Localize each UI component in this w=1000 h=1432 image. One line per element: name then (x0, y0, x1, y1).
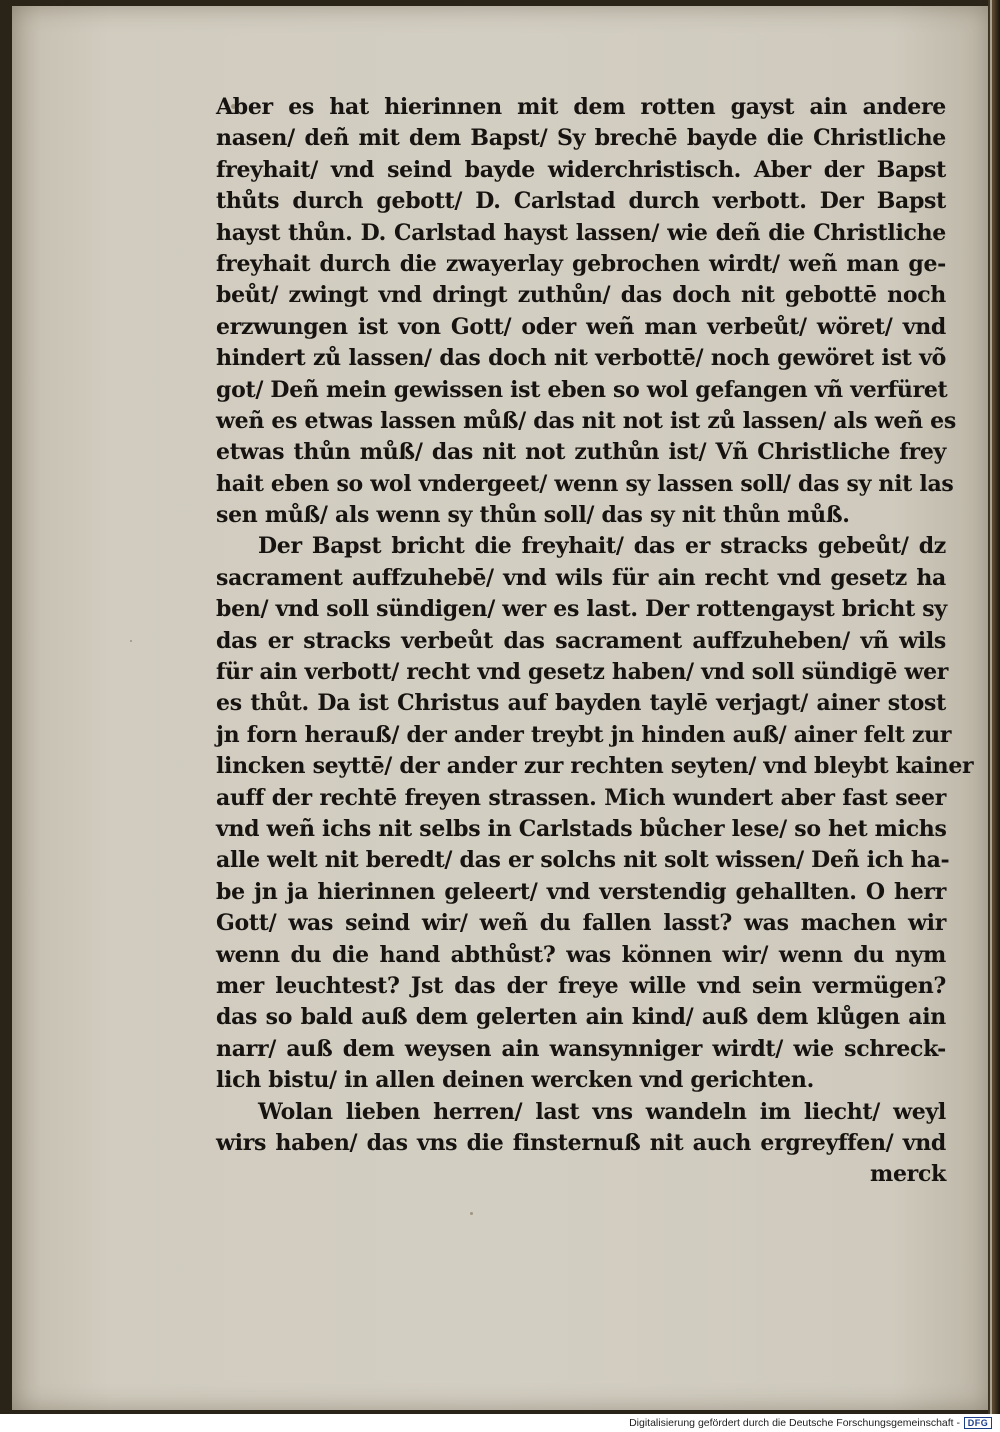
dfg-logo: DFG (964, 1417, 992, 1429)
text-line: Gott/ was seind wir/ weñ du fallen lasst? was machen wir (216, 910, 946, 937)
text-line: hindert zů lassen/ das doch nit verbottē/ noch gewöret ist võ (216, 345, 946, 372)
text-line: lincken seyttē/ der ander zur rechten seyten/ vnd bleybt kainer (216, 753, 974, 780)
text-line: es thůt. Da ist Christus auf bayden taylē verjagt/ ainer stost (216, 690, 946, 717)
text-line: ben/ vnd soll sündigen/ wer es last. Der rottengayst bricht sy (216, 596, 947, 623)
text-line: erzwungen ist von Gott/ oder weñ man verbeůt/ wöret/ vnd (216, 313, 946, 340)
text-line: Aber es hat hierinnen mit dem rotten gayst ain andere (216, 94, 946, 120)
text-line: Der Bapst bricht die freyhait/ das er stracks gebeůt/ dz (258, 533, 946, 560)
text-line: thůts durch gebott/ D. Carlstad durch verbott. Der Bapst (216, 188, 946, 215)
text-line: be jn ja hierinnen geleert/ vnd verstendig gehallten. O herr (216, 878, 946, 905)
text-line: wirs haben/ das vns die finsternuß nit auch ergreyffen/ vnd (216, 1129, 946, 1156)
funding-credit: Digitalisierung gefördert durch die Deutsche Forschungsgemeinschaft - (629, 1417, 960, 1429)
text-line: freyhait/ vnd seind bayde widerchristisch. Aber der Bapst (216, 156, 946, 183)
text-line: jn forn herauß/ der ander treybt jn hinden auß/ ainer felt zur (216, 721, 952, 748)
text-line: sen můß/ als wenn sy thůn soll/ das sy nit thůn můß. (216, 502, 850, 529)
text-line: beůt/ zwingt vnd dringt zuthůn/ das doch nit gebottē noch (216, 282, 946, 309)
text-line: für ain verbott/ recht vnd gesetz haben/ vnd soll sündigē wer (216, 659, 949, 686)
text-line: etwas thůn můß/ das nit not zuthůn ist/ Vñ Christliche frey (216, 439, 946, 466)
text-line: hait eben so wol vndergeet/ wenn sy lassen soll/ das sy nit las (216, 470, 954, 497)
text-line: freyhait durch die zwayerlay gebrochen wirdt/ weñ man ge- (216, 250, 946, 277)
text-line: das so bald auß dem gelerten ain kind/ auß dem klůgen ain (216, 1004, 946, 1031)
text-line: Wolan lieben herren/ last vns wandeln im liecht/ weyl (258, 1098, 946, 1125)
text-line: nasen/ deñ mit dem Bapst/ Sy brechē bayde die Christliche (216, 125, 946, 152)
catchword: merck (869, 1161, 946, 1188)
paper-speck (470, 1212, 473, 1215)
text-line: narr/ auß dem weysen ain wansynniger wirdt/ wie schreck- (216, 1035, 946, 1062)
text-line: weñ es etwas lassen můß/ das nit not ist zů lassen/ als weñ es (216, 407, 956, 434)
text-line: wenn du die hand abthůst? was können wir/ wenn du nym (216, 941, 946, 968)
text-line: vnd weñ ichs nit selbs in Carlstads bůcher lese/ so het michs (216, 815, 947, 842)
text-line: mer leuchtest? Jst das der freye wille vnd sein vermügen? (216, 972, 946, 999)
text-line: sacrament auffzuhebē/ vnd wils für ain recht vnd gesetz ha (216, 564, 946, 591)
text-line: auff der rechtē freyen strassen. Mich wundert aber fast seer (216, 784, 946, 811)
text-line: alle welt nit beredt/ das er solchs nit solt wissen/ Deñ ich ha- (216, 847, 950, 874)
paper-speck (130, 640, 132, 642)
text-line: got/ Deñ mein gewissen ist eben so wol gefangen vñ verfüret (216, 376, 948, 403)
body-text (216, 92, 974, 1191)
page-edge-highlight (990, 0, 992, 1414)
text-line: das er stracks verbeůt das sacrament auffzuheben/ vñ wils (216, 627, 946, 654)
text-line: hayst thůn. D. Carlstad hayst lassen/ wie deñ die Christliche (216, 219, 946, 246)
text-line: lich bistu/ in allen deinen wercken vnd gerichten. (216, 1067, 814, 1094)
